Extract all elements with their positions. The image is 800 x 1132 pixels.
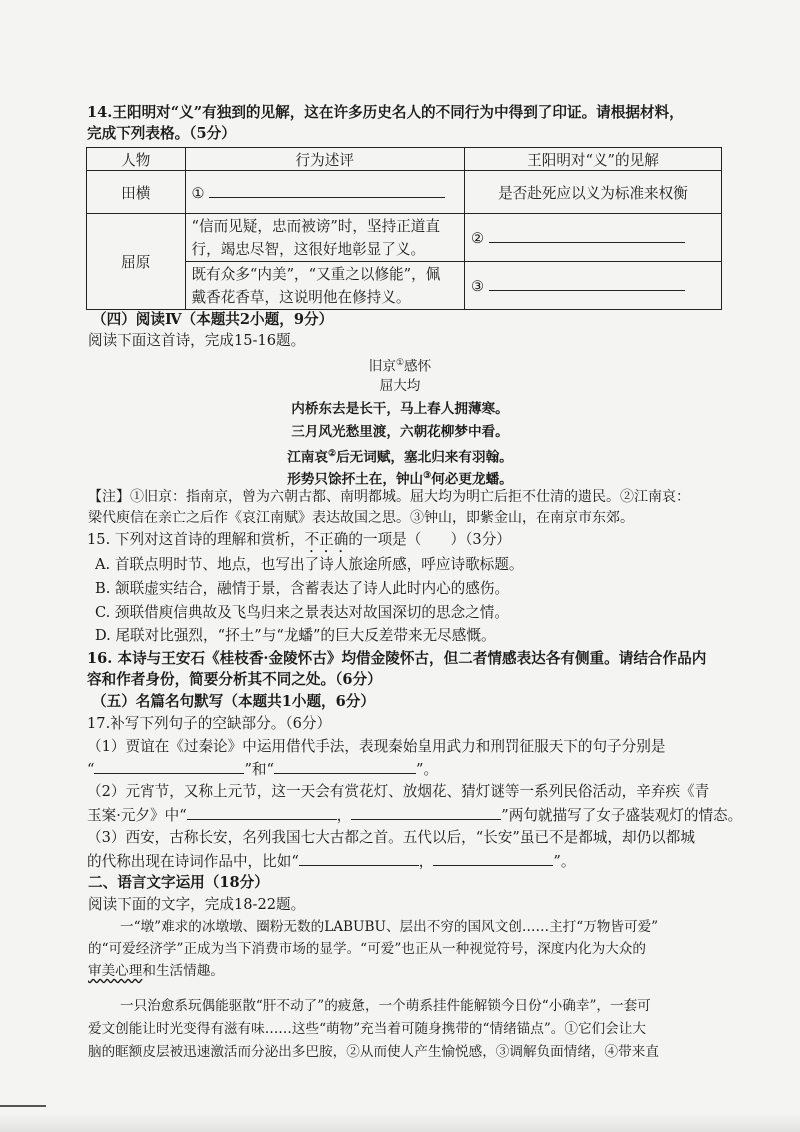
poem-line-4-note: ③ (423, 471, 432, 481)
poem-line-3 (0, 444, 800, 468)
q17-stem: 17.补写下列句子的空缺部分。（6分） (87, 715, 332, 732)
q14-answer-2-blank[interactable] (489, 228, 685, 243)
q17-p3-start: 的代称出现在诗词作品中，比如“ (87, 853, 299, 870)
part2-wavy-underlined-phrase: 审美心理 (88, 963, 143, 979)
poem-line-4-b: 何必更龙蟠。 (431, 471, 513, 488)
q14-row-quyuan-1 (87, 214, 722, 262)
q14-mark-2: ② (470, 230, 485, 247)
q15-option-d: D. 尾联对比强烈，“抔土”与“龙蟠”的巨大反差带来无尽感慨。 (95, 627, 496, 644)
q17-blank-1[interactable] (94, 759, 244, 774)
q14-header-view: 王阳明对“义”的见解 (464, 148, 721, 171)
q14-header-behavior: 行为述评 (185, 148, 464, 171)
q17-p2-comma: ， (336, 807, 352, 824)
q14-stem-line2: 完成下列表格。（5分） (87, 125, 236, 142)
scan-edge-mark (0, 1105, 46, 1107)
poem-title (0, 353, 800, 377)
sec4-heading: （四）阅读Ⅳ（本题共2小题，9分） (92, 311, 334, 328)
q14-quyuan-behavior-2-line1: 既有众多“内美”，“又重之以修能”，佩 (191, 265, 441, 283)
q17-p3-line1: （3）西安，古称长安，名列我国七大古都之首。五代以后，“长安”虽已不是都城，却仍以都城 (87, 829, 695, 846)
q14-quyuan-behavior-1-line2: 行，竭忠尽智，这很好地彰显了义。 (191, 240, 426, 258)
q17-p3-line2 (87, 851, 575, 872)
part2-para2-line2: 爱文创能让时光变得有滋有味……这些“萌物”充当着可随身携带的“情绪锚点”。①它们会让大 (88, 1021, 646, 1037)
q17-blank-3[interactable] (187, 805, 337, 820)
q17-blank-6[interactable] (433, 851, 553, 866)
q17-p3-end: ”。 (553, 853, 576, 870)
poem-line-3-b: 后无词赋，塞北归来有羽翰。 (336, 449, 513, 466)
part2-para2-line1: 一只治愈系玩偶能驱散“肝不动了”的疲惫，一个萌系挂件能解锁今日份“小确幸”，一套可 (120, 998, 651, 1014)
part2-intro: 阅读下面的文字，完成18-22题。 (88, 896, 306, 913)
part2-para1-line3 (88, 961, 224, 981)
q17-p1-open: “ (87, 761, 95, 778)
q14-mark-1: ① (191, 184, 205, 202)
part2-para1-line3-rest: 和生活情趣。 (142, 963, 224, 979)
q14-answer-3-cell (464, 262, 721, 310)
q15-stem (87, 530, 511, 556)
poem-title-note: ① (395, 358, 405, 368)
part2-para2-line3: 脑的眶额皮层被迅速激活而分泌出多巴胺，②从而使人产生愉悦感，③调解负面情绪，④带来直 (88, 1044, 659, 1060)
q17-blank-2[interactable] (274, 759, 416, 774)
q17-blank-5[interactable] (299, 851, 419, 866)
sec4-intro: 阅读下面这首诗，完成15-16题。 (88, 332, 306, 349)
q17-p2-line1: （2）元宵节，又称上元节，这一天会有赏花灯、放烟花、猜灯谜等一系列民俗活动，辛弃疾《青 (87, 783, 710, 800)
q14-header-person: 人物 (87, 148, 186, 171)
q14-table (86, 147, 722, 310)
q17-p2-end: ”两句就描写了女子盛装观灯的情态。 (501, 807, 743, 824)
q17-blank-4[interactable] (351, 805, 501, 820)
q15-option-b: B. 颔联虚实结合，融情于景，含蓄表达了诗人此时内心的感伤。 (95, 580, 510, 597)
sec5-heading: （五）名篇名句默写（本题共1小题，6分） (92, 693, 375, 710)
q16-line1: 16. 本诗与王安石《桂枝香·金陵怀古》均借金陵怀古，但二者情感表达各有侧重。请结合作品内 (87, 650, 707, 667)
poem-line-1: 内桥东去是长干，马上春人拥薄寒。 (291, 401, 509, 417)
poem-line-2: 三月风光愁里渡，六朝花柳梦中看。 (291, 424, 509, 440)
q16-line2: 容和作者身份，简要分析其不同之处。（6分） (87, 671, 382, 688)
poem-title-b: 感怀 (404, 358, 432, 375)
q17-p1-line1: （1）贾谊在《过秦论》中运用借代手法，表现秦始皇用武力和刑罚征服天下的句子分别是 (87, 738, 666, 755)
q15-stem-b: 的一项是（ ）（3分） (348, 531, 511, 548)
q14-name-quyuan: 屈原 (87, 214, 186, 310)
q17-p1-line2 (87, 759, 438, 780)
part2-heading: 二、语言文字运用（18分） (88, 874, 269, 891)
q17-p1-mid: ”和“ (244, 761, 274, 778)
q14-answer-2-cell (464, 214, 721, 262)
poem-line-3-note: ② (327, 449, 337, 459)
q15-option-c: C. 颈联借庾信典故及飞鸟归来之景表达对故国深切的思念之情。 (95, 604, 509, 621)
q14-quyuan-behavior-2 (185, 262, 464, 310)
part2-para1-line1: 一“墩”难求的冰墩墩、圈粉无数的LABUBU、层出不穷的国风文创……主打“万物皆可爱” (120, 919, 659, 935)
poem-line-3-a: 江南哀 (287, 449, 328, 466)
poem-notes-line1: 【注】①旧京：指南京，曾为六朝古都、南明都城。屈大均为明亡后拒不仕清的遗民。②江南哀： (88, 489, 690, 505)
q17-p3-comma: ， (418, 853, 434, 870)
scan-bottom-shadow (0, 1114, 800, 1132)
part2-para1-line2: 的“可爱经济学”正成为当下消费市场的显学。“可爱”也正从一种视觉符号，深度内化为大众的 (88, 941, 646, 957)
q14-quyuan-behavior-1-line1: “信而见疑，忠而被谤”时，坚持正道直 (191, 217, 440, 235)
q14-mark-3: ③ (470, 278, 485, 295)
q17-p2-line2 (87, 805, 742, 826)
q14-answer-3-blank[interactable] (489, 276, 685, 291)
q14-table-header-row (87, 148, 722, 171)
poem-line-4-a: 形势只馀抔土在，钟山 (287, 471, 424, 488)
q17-p1-end: ”。 (415, 761, 439, 778)
q15-option-a: A. 首联点明时节、地点，也写出了诗人旅途所感，呼应诗歌标题。 (95, 556, 524, 573)
q17-p2-start: 玉案·元夕》中“ (87, 807, 187, 824)
q14-view-tianheng: 是否赴死应以义为标准来权衡 (464, 171, 721, 214)
poem-line-4 (0, 466, 800, 490)
q14-quyuan-behavior-1 (185, 214, 464, 262)
q15-stem-a: 15. 下列对这首诗的理解和赏析， (87, 531, 305, 548)
q15-stem-emphasis: 不正确 (304, 531, 349, 548)
q14-answer-1-cell (185, 171, 464, 214)
poem-notes-line2: 梁代庾信在亲亡之后作《哀江南赋》表达故国之思。③钟山，即紫金山，在南京市东郊。 (88, 510, 634, 526)
poem-author: 屈大均 (379, 378, 421, 394)
q14-answer-1-blank[interactable] (209, 183, 445, 198)
poem-title-a: 旧京 (368, 358, 396, 375)
q14-stem-line1: 14.王阳明对“义”有独到的见解，这在许多历史名人的不同行为中得到了印证。请根据材料， (87, 104, 684, 121)
q14-quyuan-behavior-2-line2: 戴香花香草，这说明他在修持义。 (191, 288, 411, 306)
q14-name-tianheng: 田横 (87, 171, 186, 214)
q14-row-tianheng (87, 171, 722, 214)
